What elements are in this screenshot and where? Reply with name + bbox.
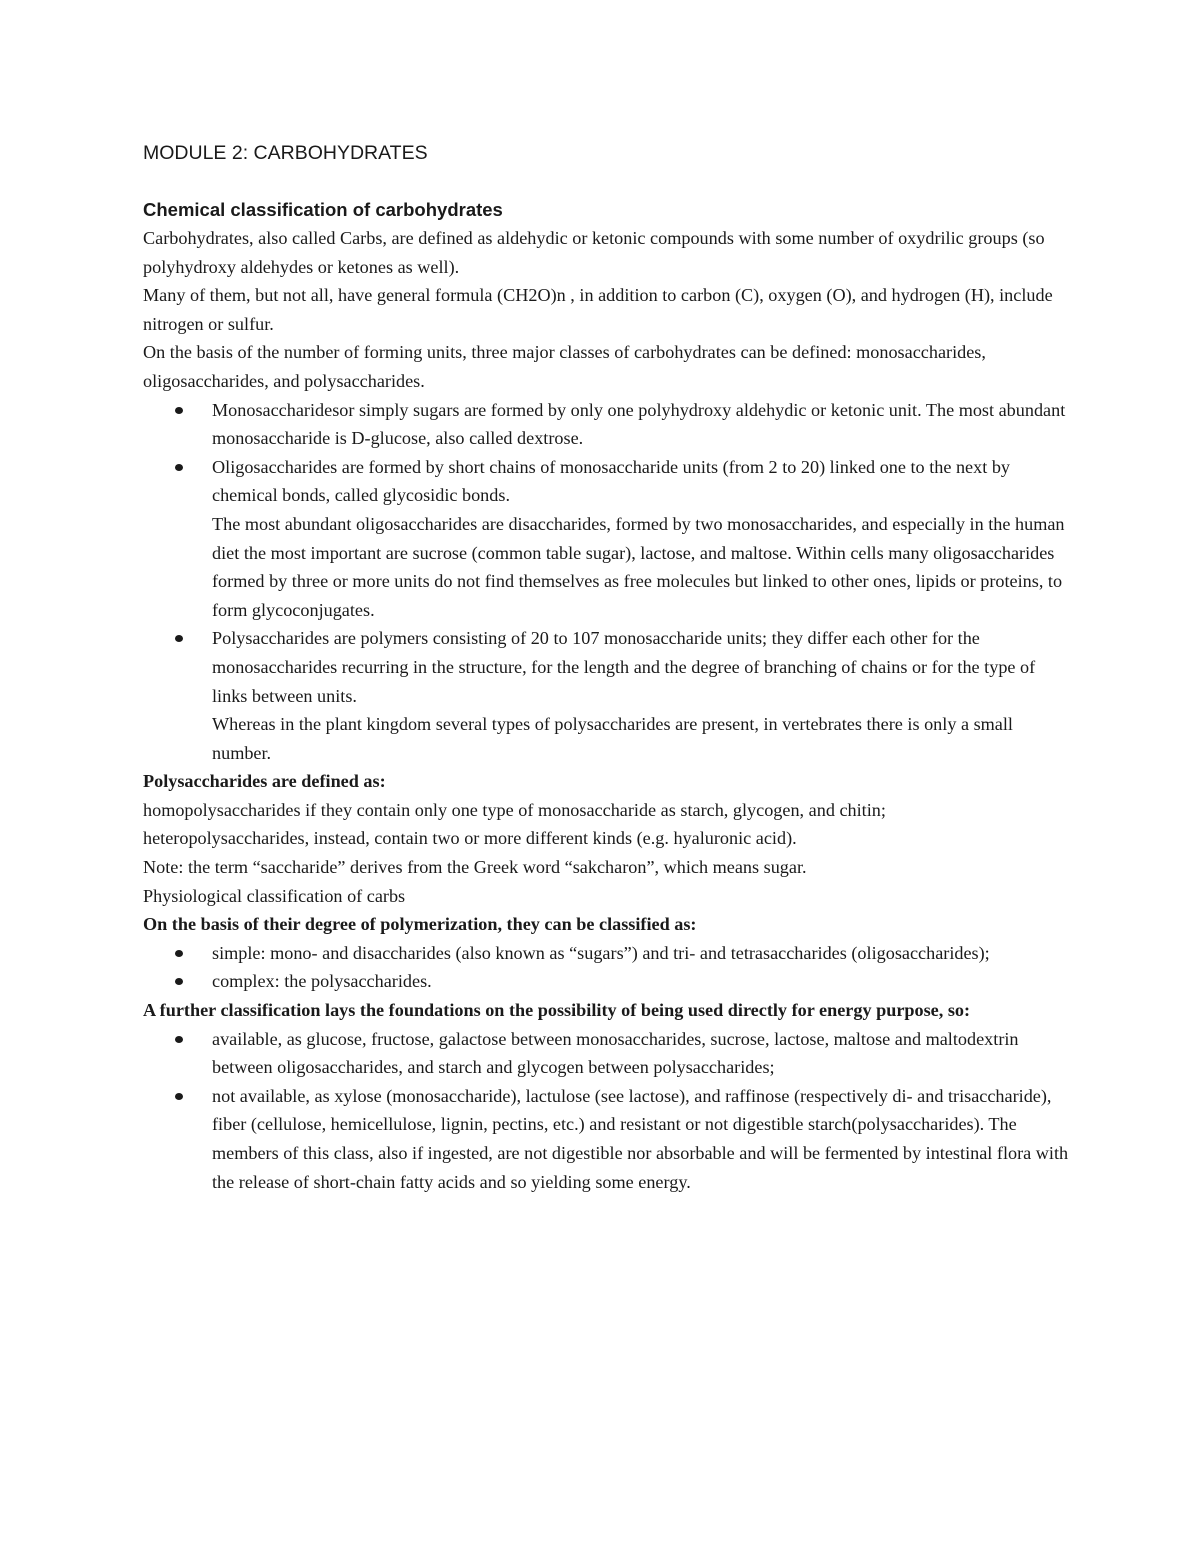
- bullet-icon: [175, 635, 183, 642]
- section-heading-chemical-classification: Chemical classification of carbohydrates: [143, 199, 503, 220]
- list-item-text: Oligosaccharides are formed by short chains of monosaccharide units (from 2 to 20) linked one to the next by chemical bonds, called glycosidic bonds.: [212, 456, 1011, 506]
- bullet-icon: [175, 407, 183, 414]
- paragraph: homopolysaccharides if they contain only one type of monosaccharide as starch, glycogen, and chitin;: [143, 799, 886, 820]
- list-item-text: simple: mono- and disaccharides (also known as “sugars”) and tri- and tetrasaccharides (oligosaccharides);: [212, 942, 990, 963]
- energy-list: [143, 1025, 1073, 1197]
- list-item: [212, 939, 1073, 968]
- paragraph: heteropolysaccharides, instead, contain two or more different kinds (e.g. hyaluronic acid).: [143, 828, 797, 849]
- list-item-text: Monosaccharidesor simply sugars are formed by only one polyhydroxy aldehydic or ketonic unit. The most abundant monosaccharide is D-glucose, also called dextrose.: [212, 399, 1066, 449]
- bullet-icon: [175, 464, 183, 471]
- list-item: [212, 624, 1073, 767]
- section-heading-polysaccharides: Polysaccharides are defined as:: [143, 771, 386, 792]
- polymerization-list: [143, 939, 1073, 996]
- section-heading-polymerization: On the basis of their degree of polymerization, they can be classified as:: [143, 914, 697, 935]
- section-heading-energy: A further classification lays the foundations on the possibility of being used directly for energy purpose, so:: [143, 1000, 971, 1021]
- list-item-extra: The most abundant oligosaccharides are disaccharides, formed by two monosaccharides, and especially in the human diet the most important are sucrose (common table sugar), lactose, and maltose. Within cells many oligosaccharides formed by three or more units do not find themselves as free molecules but linked to other ones, lipids or proteins, to form glycoconjugates.: [212, 513, 1065, 620]
- paragraph: On the basis of the number of forming units, three major classes of carbohydrates can be defined: monosaccharides, oligosaccharides, and polysaccharides.: [143, 342, 986, 391]
- paragraph: Physiological classification of carbs: [143, 885, 406, 906]
- list-item: [212, 967, 1073, 996]
- paragraph: Carbohydrates, also called Carbs, are defined as aldehydic or ketonic compounds with some number of oxydrilic groups (so polyhydroxy aldehydes or ketones as well).: [143, 228, 1045, 277]
- bullet-icon: [175, 978, 183, 985]
- bullet-icon: [175, 950, 183, 957]
- document-body: [143, 138, 1073, 1196]
- list-item: [212, 1025, 1073, 1082]
- paragraph: Note: the term “saccharide” derives from the Greek word “sakcharon”, which means sugar.: [143, 857, 807, 878]
- paragraph: Many of them, but not all, have general formula (CH2O)n , in addition to carbon (C), oxygen (O), and hydrogen (H), include nitrogen or sulfur.: [143, 285, 1053, 334]
- list-item-text: complex: the polysaccharides.: [212, 971, 432, 992]
- list-item-text: Polysaccharides are polymers consisting of 20 to 107 monosaccharide units; they differ each other for the monosaccharides recurring in the structure, for the length and the degree of branching of chains or for the type of links between units.: [212, 628, 1036, 706]
- list-item-text: available, as glucose, fructose, galactose between monosaccharides, sucrose, lactose, maltose and maltodextrin between oligosaccharides, and starch and glycogen between polysaccharides;: [212, 1028, 1019, 1078]
- bullet-icon: [175, 1036, 183, 1043]
- list-item: [212, 1082, 1073, 1196]
- bullet-icon: [175, 1093, 183, 1100]
- list-item: [212, 453, 1073, 625]
- list-item: [212, 396, 1073, 453]
- document-title: MODULE 2: CARBOHYDRATES: [143, 142, 428, 164]
- list-item-text: not available, as xylose (monosaccharide), lactulose (see lactose), and raffinose (respectively di- and trisaccharide), fiber (cellulose, hemicellulose, lignin, pectins, etc.) and resistant or not digestible starch(polysaccharides). The members of this class, also if ingested, are not digestible nor absorbable and will be fermented by intestinal flora with the release of short-chain fatty acids and so yielding some energy.: [212, 1085, 1069, 1192]
- list-item-extra: Whereas in the plant kingdom several types of polysaccharides are present, in vertebrates there is only a small number.: [212, 714, 1013, 763]
- classes-list: [143, 396, 1073, 768]
